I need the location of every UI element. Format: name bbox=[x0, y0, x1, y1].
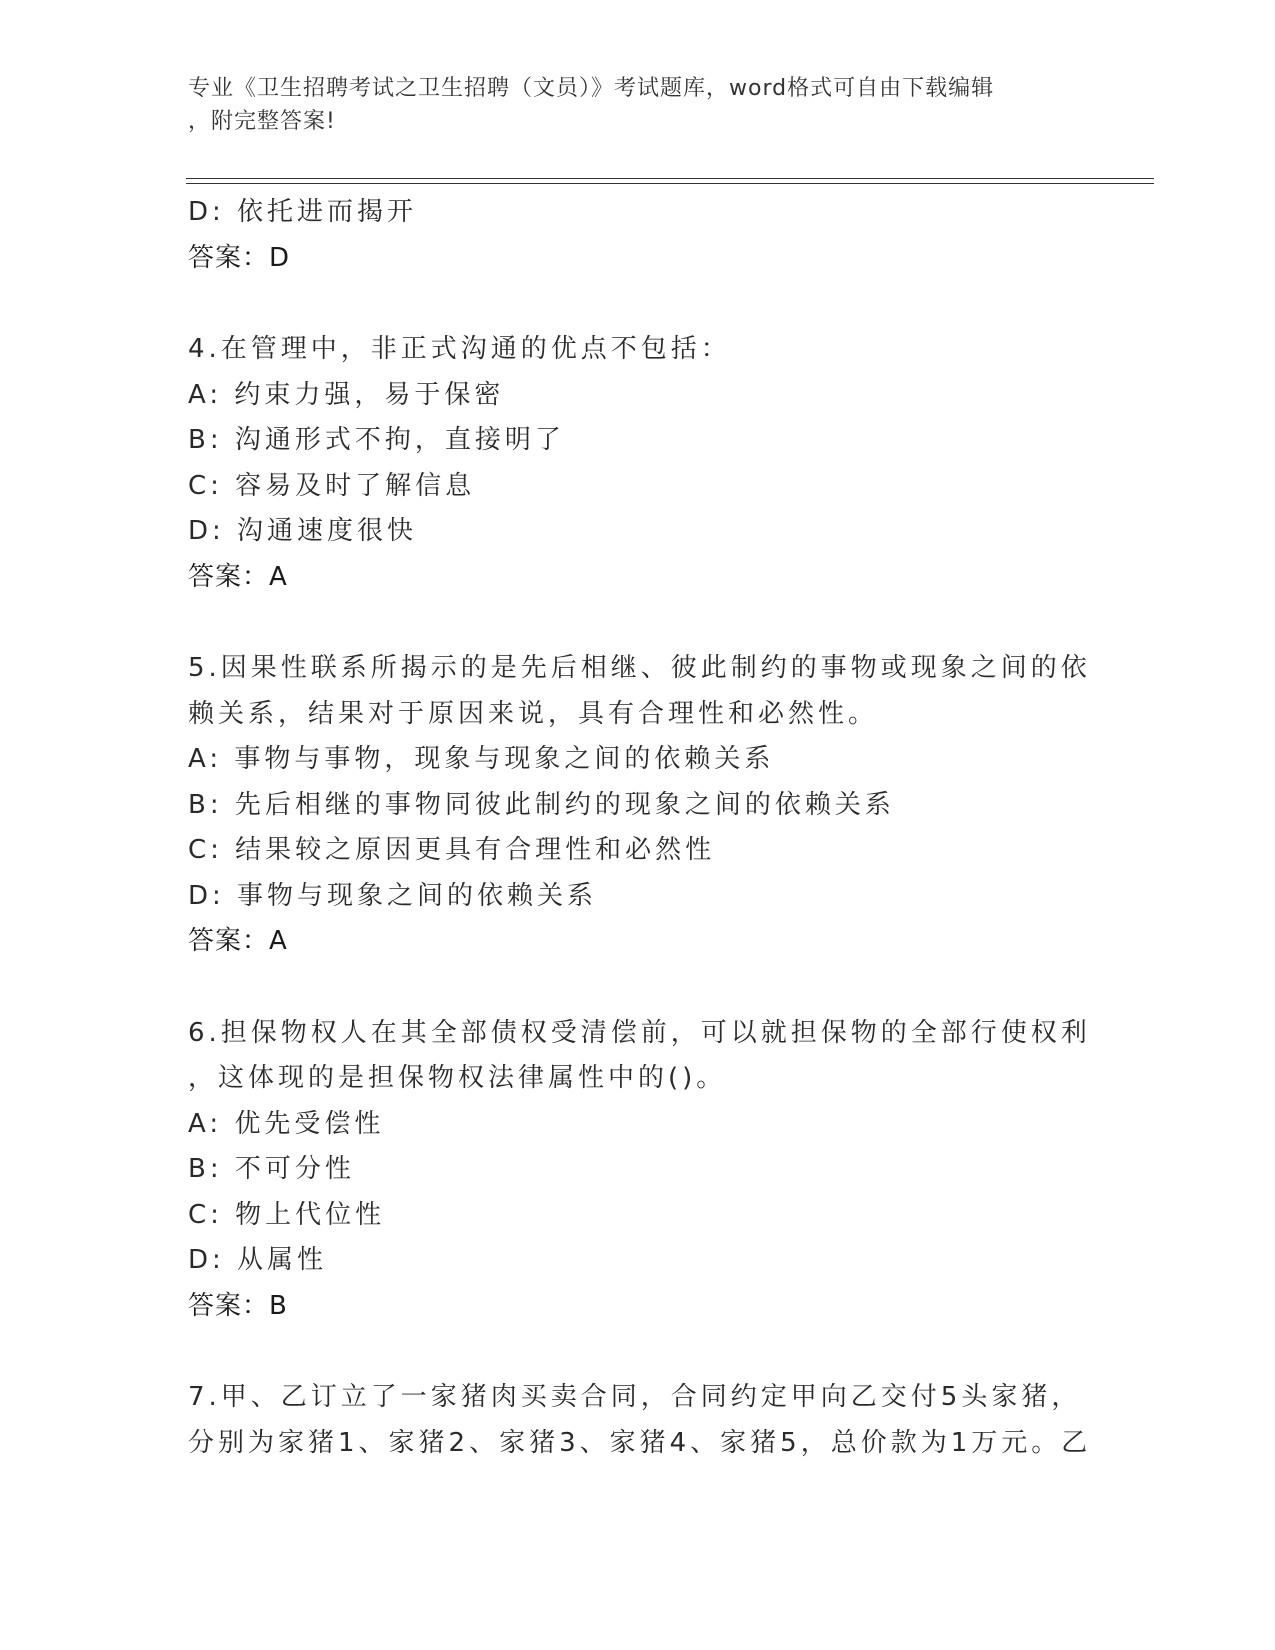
answer-line: 答案：A bbox=[188, 561, 288, 592]
question-list bbox=[188, 190, 1148, 1466]
option-c: C: 物上代位性 bbox=[188, 1199, 386, 1230]
header-line-1: 专业《卫生招聘考试之卫生招聘（文员）》考试题库，word格式可自由下载编辑 bbox=[188, 76, 995, 101]
option-d: D: 从属性 bbox=[188, 1245, 328, 1275]
question-stem-cont: 分别为家猪1、家猪2、家猪3、家猪4、家猪5，总价款为1万元。乙 bbox=[188, 1427, 1092, 1458]
option-d: D: 事物与现象之间的依赖关系 bbox=[188, 880, 598, 911]
option-c: C: 容易及时了解信息 bbox=[188, 470, 476, 501]
option-b: B: 先后相继的事物同彼此制约的现象之间的依赖关系 bbox=[188, 789, 895, 820]
header-divider-bottom bbox=[186, 183, 1154, 184]
option-a: A: 事物与事物，现象与现象之间的依赖关系 bbox=[188, 744, 775, 774]
header-line-2: ，附完整答案! bbox=[188, 109, 336, 134]
question-stem: 4.在管理中，非正式沟通的优点不包括： bbox=[188, 334, 731, 364]
header-divider-top bbox=[186, 178, 1154, 179]
option-a: A: 优先受偿性 bbox=[188, 1108, 385, 1139]
answer-line: 答案：D bbox=[188, 242, 291, 273]
option-c: C: 结果较之原因更具有合理性和必然性 bbox=[188, 835, 716, 865]
option-d: D: 依托进而揭开 bbox=[188, 197, 418, 227]
question-stem-cont: 赖关系，结果对于原因来说，具有合理性和必然性。 bbox=[188, 698, 879, 729]
option-a: A: 约束力强，易于保密 bbox=[188, 379, 505, 410]
question-5 bbox=[188, 646, 1148, 965]
question-7 bbox=[188, 1375, 1148, 1466]
question-stem-cont: ，这体现的是担保物权法律属性中的()。 bbox=[188, 1063, 727, 1093]
option-b: B: 沟通形式不拘，直接明了 bbox=[188, 425, 565, 455]
question-stem: 6.担保物权人在其全部债权受清偿前，可以就担保物的全部行使权利 bbox=[188, 1017, 1091, 1048]
option-d: D: 沟通速度很快 bbox=[188, 516, 418, 546]
document-header bbox=[188, 72, 1088, 138]
question-stem: 5.因果性联系所揭示的是先后相继、彼此制约的事物或现象之间的依 bbox=[188, 653, 1091, 683]
question-4 bbox=[188, 327, 1148, 600]
question-6 bbox=[188, 1011, 1148, 1330]
question-stem: 7.甲、乙订立了一家猪肉买卖合同，合同约定甲向乙交付5头家猪， bbox=[188, 1382, 1082, 1412]
answer-line: 答案：A bbox=[188, 926, 288, 956]
option-b: B: 不可分性 bbox=[188, 1154, 355, 1184]
answer-line: 答案：B bbox=[188, 1290, 288, 1321]
